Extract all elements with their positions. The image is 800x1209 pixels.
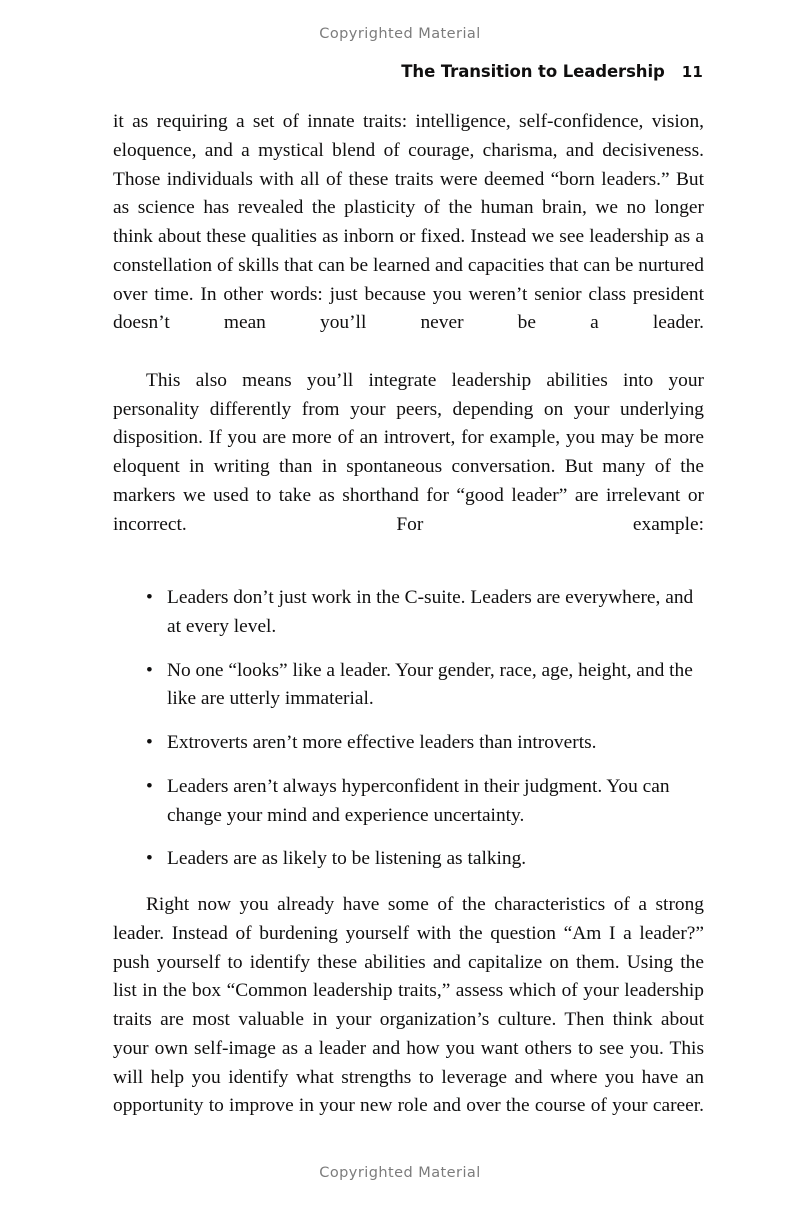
copyright-watermark-top: Copyrighted Material: [319, 26, 481, 42]
paragraph-1: it as requiring a set of innate traits: intelligence, self-confidence, vision, eloquence, and a mystical blend of courage, charisma, and decisiveness. Those individuals with all of these traits were deemed “born leaders.” But as science has revealed the plasticity of the human brain, we no longer think about these qualities as inborn or fixed. Instead we see leadership as a constellation of skills that can be learned and capacities that can be nurtured over time. In other words: just because you weren’t senior class president doesn’t mean you’ll never be a leader.: [113, 111, 704, 334]
list-item-text: Leaders don’t just work in the C-suite. Leaders are everywhere, and at every level.: [167, 587, 694, 637]
list-item-text: Leaders aren’t always hyperconfident in their judgment. You can change your mind and experience uncertainty.: [167, 775, 670, 826]
bullet-icon: •: [146, 587, 153, 608]
list-item: [113, 845, 704, 874]
list-gap: [113, 758, 704, 773]
traits-bullet-list: [113, 584, 704, 874]
list-item: [113, 773, 704, 831]
list-gap: [113, 714, 704, 729]
bullet-icon: •: [146, 659, 153, 681]
list-item-text: Leaders are as likely to be listening as talking.: [167, 848, 527, 870]
text-column: [113, 108, 704, 1150]
list-item: [113, 729, 704, 758]
list-item-text: Extroverts aren’t more effective leaders than introverts.: [167, 732, 597, 753]
list-item: [113, 657, 704, 715]
bullet-icon: •: [146, 732, 153, 753]
list-item: [113, 584, 704, 642]
copyright-watermark-bottom: Copyrighted Material: [319, 1165, 481, 1181]
running-head-title: The Transition to Leadership: [401, 62, 665, 81]
paragraph-3: Right now you already have some of the characteristics of a strong leader. Instead of burdening yourself with the question “Am I a leader?” push yourself to identify these abilities and capitalize on them. Using the list in the box “Common leadership traits,” assess which of your leadership traits are most valuable in your organization’s culture. Then think about your own self-image as a leader and how you want others to see you. This will help you identify what strengths to leverage and where you have an opportunity to improve in your new role and over the course of your career.: [113, 894, 704, 1117]
list-gap: [113, 642, 704, 657]
bullet-icon: •: [146, 775, 153, 797]
list-gap: [113, 830, 704, 845]
running-head: [113, 62, 703, 81]
list-item-text: No one “looks” like a leader. Your gender, race, age, height, and the like are utterly immaterial.: [167, 659, 693, 710]
page-number: 11: [681, 63, 703, 81]
paragraph-2: This also means you’ll integrate leadership abilities into your personality differently from your peers, depending on your underlying disposition. If you are more of an introvert, for example, you may be more eloquent in writing than in spontaneous conversation. But many of the markers we used to take as shorthand for “good leader” are irrelevant or incorrect. For example:: [113, 369, 704, 535]
bullet-icon: •: [146, 848, 153, 870]
list-top-spacer: [113, 568, 704, 584]
list-bottom-spacer: [113, 874, 704, 891]
